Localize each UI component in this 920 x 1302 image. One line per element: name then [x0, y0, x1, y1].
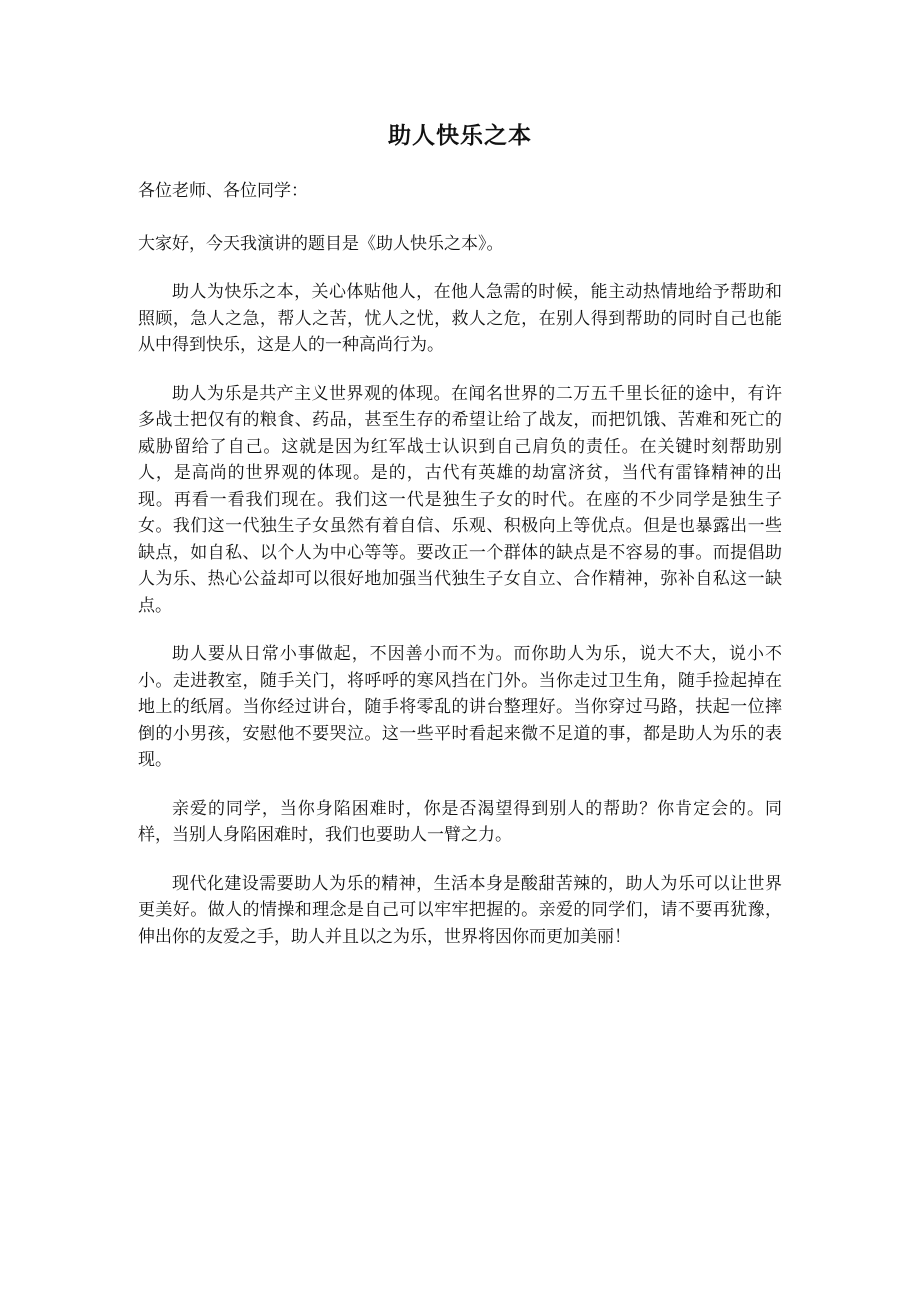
document-body	[138, 118, 782, 972]
paragraph-3: 助人要从日常小事做起，不因善小而不为。而你助人为乐，说大不大，说小不小。走进教室，随手关门，将呼呼的寒风挡在门外。当你走过卫生角，随手捡起掉在地上的纸屑。当你经过讲台，随手将零乱的讲台整理好。当你穿过马路，扶起一位摔倒的小男孩，安慰他不要哭泣。这一些平时看起来微不足道的事，都是助人为乐的表现。	[138, 644, 782, 770]
paragraph-1: 助人为快乐之本，关心体贴他人，在他人急需的时候，能主动热情地给予帮助和照顾，急人之急，帮人之苦，忧人之忧，救人之危，在别人得到帮助的同时自己也能从中得到快乐，这是人的一种高尚行为。	[138, 282, 782, 355]
paragraph-4: 亲爱的同学，当你身陷困难时，你是否渴望得到别人的帮助？你肯定会的。同样，当别人身陷困难时，我们也要助人一臂之力。	[138, 798, 782, 845]
paragraph-2: 助人为乐是共产主义世界观的体现。在闻名世界的二万五千里长征的途中，有许多战士把仅有的粮食、药品，甚至生存的希望让给了战友，而把饥饿、苦难和死亡的威胁留给了自己。这就是因为红军战士认识到自己肩负的责任。在关键时刻帮助别人，是高尚的世界观的体现。是的，古代有英雄的劫富济贫，当代有雷锋精神的出现。再看一看我们现在。我们这一代是独生子女的时代。在座的不少同学是独生子女。我们这一代独生子女虽然有着自信、乐观、积极向上等优点。但是也暴露出一些缺点，如自私、以个人为中心等等。要改正一个群体的缺点是不容易的事。而提倡助人为乐、热心公益却可以很好地加强当代独生子女自立、合作精神，弥补自私这一缺点。	[138, 383, 782, 616]
greeting-line: 各位老师、各位同学：	[138, 181, 308, 201]
document-title: 助人快乐之本	[388, 123, 532, 149]
intro-line: 大家好，今天我演讲的题目是《助人快乐之本》。	[138, 233, 504, 254]
paragraph-5: 现代化建设需要助人为乐的精神，生活本身是酸甜苦辣的，助人为乐可以让世界更美好。做人的情操和理念是自己可以牢牢把握的。亲爱的同学们，请不要再犹豫，伸出你的友爱之手，助人并且以之为乐，世界将因你而更加美丽！	[138, 873, 782, 947]
